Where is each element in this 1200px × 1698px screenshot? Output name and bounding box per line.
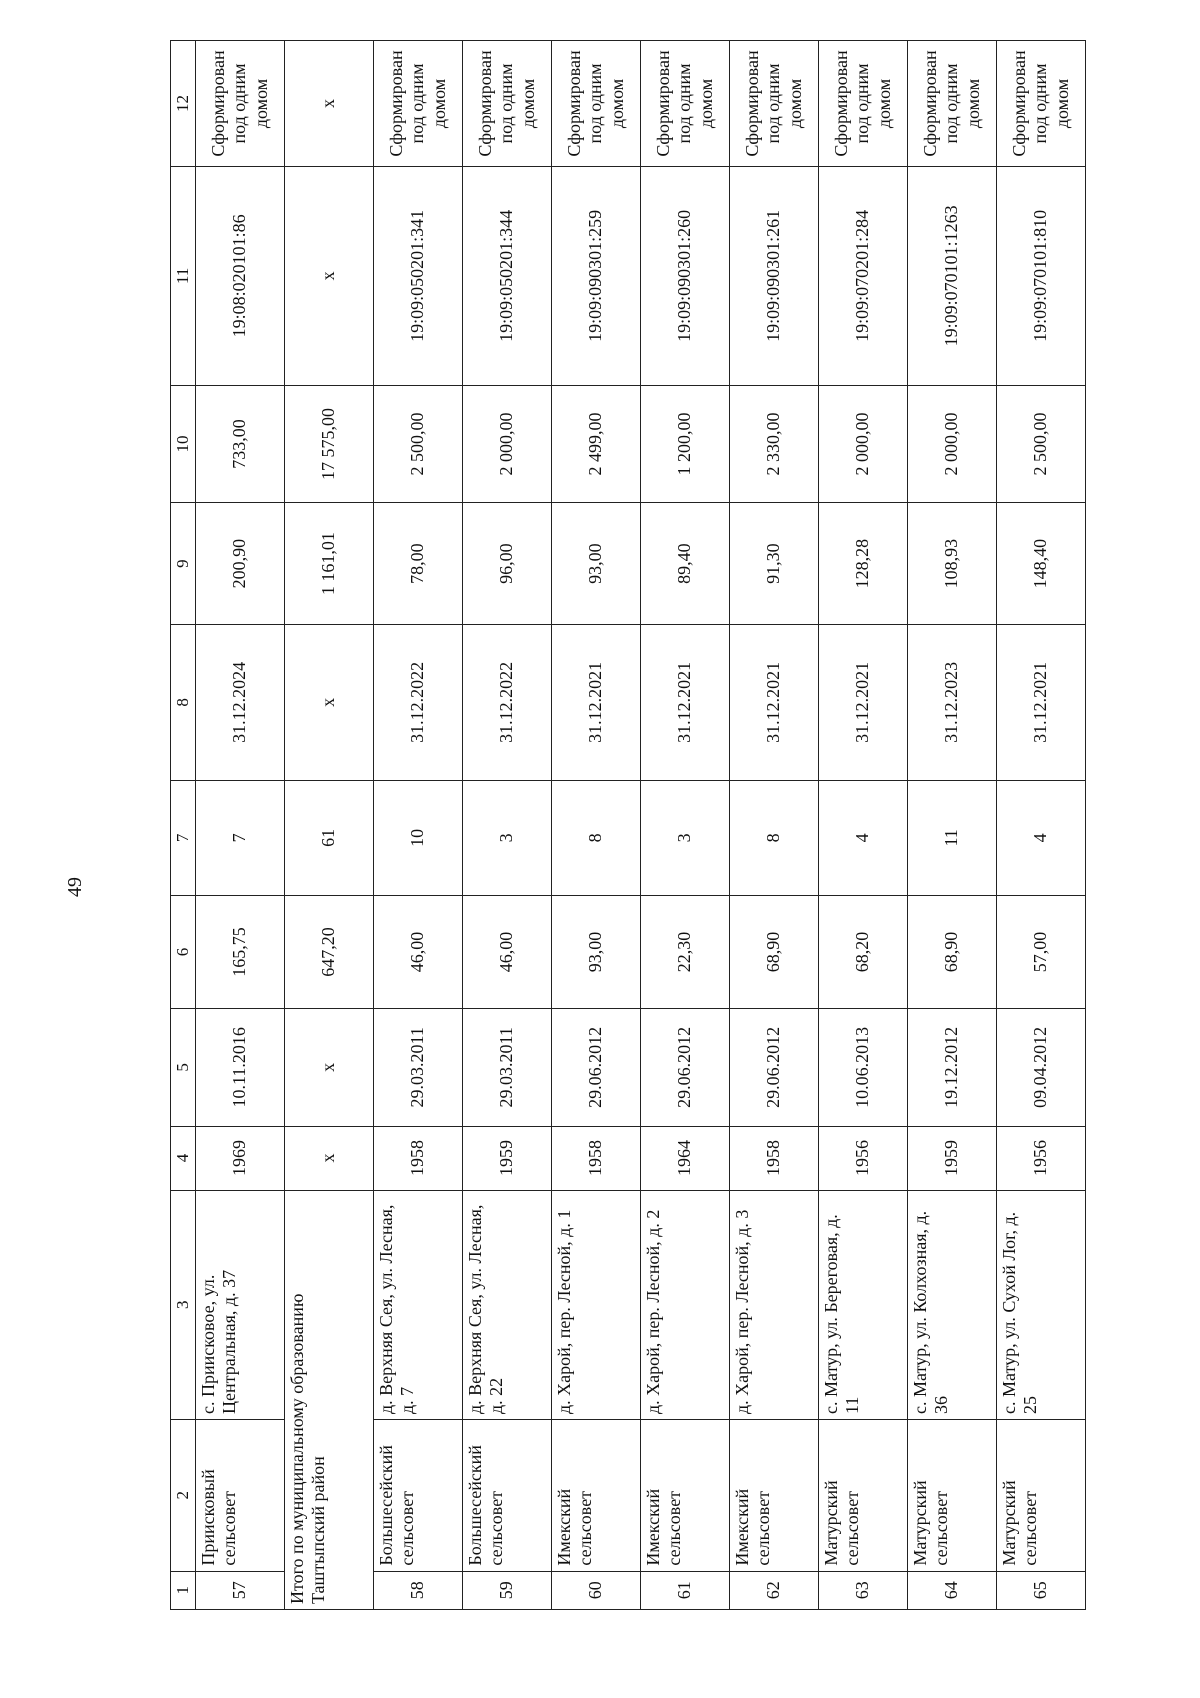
recognition-date: 29.06.2012 — [730, 1009, 819, 1126]
total-label: Итого по муниципальному образованию Таштыпский район — [285, 1190, 374, 1609]
land-area: 2 500,00 — [997, 385, 1086, 502]
row-number: 61 — [641, 1571, 730, 1609]
total-cadastral: х — [285, 167, 374, 386]
building-area: 78,00 — [374, 503, 463, 625]
plot-status: Сформирован под одним домом — [552, 41, 641, 167]
recognition-date: 29.03.2011 — [374, 1009, 463, 1126]
area: 46,00 — [374, 895, 463, 1008]
total-year: х — [285, 1126, 374, 1190]
building-area: 148,40 — [997, 503, 1086, 625]
residents: 11 — [908, 780, 997, 895]
cadastral-number: 19:09:070101:810 — [997, 167, 1086, 386]
land-area: 2 500,00 — [374, 385, 463, 502]
table-row — [730, 41, 819, 1610]
land-area: 2 000,00 — [819, 385, 908, 502]
address: д. Харой, пер. Лесной, д. 1 — [552, 1190, 641, 1419]
municipality: Имекский сельсовет — [552, 1420, 641, 1572]
relocation-date: 31.12.2021 — [552, 624, 641, 780]
plot-status: Сформирован под одним домом — [819, 41, 908, 167]
header-cell: 10 — [171, 385, 196, 502]
cadastral-number: 19:09:090301:260 — [641, 167, 730, 386]
total-row — [285, 41, 374, 1610]
land-area: 733,00 — [196, 385, 285, 502]
area: 68,20 — [819, 895, 908, 1008]
address: д. Верхняя Сея, ул. Лесная, д. 22 — [463, 1190, 552, 1419]
row-number: 65 — [997, 1571, 1086, 1609]
relocation-date: 31.12.2024 — [196, 624, 285, 780]
cadastral-number: 19:09:090301:261 — [730, 167, 819, 386]
recognition-date: 29.06.2012 — [641, 1009, 730, 1126]
total-status: х — [285, 41, 374, 167]
table-row — [641, 41, 730, 1610]
area: 68,90 — [908, 895, 997, 1008]
municipality: Большесейский сельсовет — [374, 1420, 463, 1572]
area: 46,00 — [463, 895, 552, 1008]
residents: 8 — [730, 780, 819, 895]
row-number: 57 — [196, 1571, 285, 1609]
plot-status: Сформирован под одним домом — [641, 41, 730, 167]
header-cell: 9 — [171, 503, 196, 625]
area: 93,00 — [552, 895, 641, 1008]
header-cell: 5 — [171, 1009, 196, 1126]
table-row — [819, 41, 908, 1610]
header-cell: 3 — [171, 1190, 196, 1419]
building-area: 91,30 — [730, 503, 819, 625]
row-number: 64 — [908, 1571, 997, 1609]
building-area: 200,90 — [196, 503, 285, 625]
residents: 8 — [552, 780, 641, 895]
municipality: Имекский сельсовет — [730, 1420, 819, 1572]
total-building-area: 1 161,01 — [285, 503, 374, 625]
table-row — [463, 41, 552, 1610]
register-table-rotated — [170, 40, 1075, 1610]
page-number: 49 — [64, 877, 86, 897]
relocation-date: 31.12.2022 — [463, 624, 552, 780]
cadastral-number: 19:09:090301:259 — [552, 167, 641, 386]
year-built: 1969 — [196, 1126, 285, 1190]
year-built: 1956 — [819, 1126, 908, 1190]
header-cell: 7 — [171, 780, 196, 895]
year-built: 1956 — [997, 1126, 1086, 1190]
recognition-date: 09.04.2012 — [997, 1009, 1086, 1126]
municipality: Матурский сельсовет — [908, 1420, 997, 1572]
relocation-date: 31.12.2021 — [819, 624, 908, 780]
address: д. Харой, пер. Лесной, д. 3 — [730, 1190, 819, 1419]
header-cell: 4 — [171, 1126, 196, 1190]
header-cell: 2 — [171, 1420, 196, 1572]
recognition-date: 10.06.2013 — [819, 1009, 908, 1126]
relocation-date: 31.12.2021 — [730, 624, 819, 780]
address: с. Матур, ул. Береговая, д. 11 — [819, 1190, 908, 1419]
plot-status: Сформирован под одним домом — [196, 41, 285, 167]
area: 165,75 — [196, 895, 285, 1008]
address: д. Харой, пер. Лесной, д. 2 — [641, 1190, 730, 1419]
total-residents: 61 — [285, 780, 374, 895]
residents: 4 — [997, 780, 1086, 895]
relocation-date: 31.12.2023 — [908, 624, 997, 780]
total-date: х — [285, 1009, 374, 1126]
table-row — [374, 41, 463, 1610]
recognition-date: 29.03.2011 — [463, 1009, 552, 1126]
land-area: 2 330,00 — [730, 385, 819, 502]
municipality: Матурский сельсовет — [819, 1420, 908, 1572]
recognition-date: 10.11.2016 — [196, 1009, 285, 1126]
year-built: 1958 — [730, 1126, 819, 1190]
municipality: Имекский сельсовет — [641, 1420, 730, 1572]
table-row — [552, 41, 641, 1610]
address: д. Верхняя Сея, ул. Лесная, д. 7 — [374, 1190, 463, 1419]
area: 68,90 — [730, 895, 819, 1008]
building-area: 128,28 — [819, 503, 908, 625]
header-cell: 6 — [171, 895, 196, 1008]
row-number: 62 — [730, 1571, 819, 1609]
residents: 4 — [819, 780, 908, 895]
building-area: 89,40 — [641, 503, 730, 625]
row-number: 58 — [374, 1571, 463, 1609]
municipality: Матурский сельсовет — [997, 1420, 1086, 1572]
cadastral-number: 19:09:050201:341 — [374, 167, 463, 386]
cadastral-number: 19:09:070201:284 — [819, 167, 908, 386]
municipality: Большесейский сельсовет — [463, 1420, 552, 1572]
plot-status: Сформирован под одним домом — [463, 41, 552, 167]
row-number: 59 — [463, 1571, 552, 1609]
plot-status: Сформирован под одним домом — [730, 41, 819, 167]
header-cell: 1 — [171, 1571, 196, 1609]
relocation-date: 31.12.2022 — [374, 624, 463, 780]
relocation-date: 31.12.2021 — [997, 624, 1086, 780]
total-area: 647,20 — [285, 895, 374, 1008]
land-area: 2 499,00 — [552, 385, 641, 502]
register-table — [170, 40, 1086, 1610]
area: 22,30 — [641, 895, 730, 1008]
cadastral-number: 19:08:020101:86 — [196, 167, 285, 386]
plot-status: Сформирован под одним домом — [374, 41, 463, 167]
row-number: 60 — [552, 1571, 641, 1609]
building-area: 93,00 — [552, 503, 641, 625]
plot-status: Сформирован под одним домом — [997, 41, 1086, 167]
total-land-area: 17 575,00 — [285, 385, 374, 502]
total-relocation-date: х — [285, 624, 374, 780]
land-area: 2 000,00 — [463, 385, 552, 502]
address: с. Матур, ул. Сухой Лог, д. 25 — [997, 1190, 1086, 1419]
table-row — [908, 41, 997, 1610]
year-built: 1959 — [908, 1126, 997, 1190]
building-area: 96,00 — [463, 503, 552, 625]
recognition-date: 19.12.2012 — [908, 1009, 997, 1126]
cadastral-number: 19:09:070101:1263 — [908, 167, 997, 386]
address: с. Матур, ул. Колхозная, д. 36 — [908, 1190, 997, 1419]
cadastral-number: 19:09:050201:344 — [463, 167, 552, 386]
year-built: 1958 — [552, 1126, 641, 1190]
header-row — [171, 41, 196, 1610]
header-cell: 12 — [171, 41, 196, 167]
area: 57,00 — [997, 895, 1086, 1008]
plot-status: Сформирован под одним домом — [908, 41, 997, 167]
relocation-date: 31.12.2021 — [641, 624, 730, 780]
residents: 10 — [374, 780, 463, 895]
row-number: 63 — [819, 1571, 908, 1609]
year-built: 1964 — [641, 1126, 730, 1190]
table-row — [997, 41, 1086, 1610]
year-built: 1959 — [463, 1126, 552, 1190]
residents: 3 — [463, 780, 552, 895]
address: с. Приисковое, ул. Центральная, д. 37 — [196, 1190, 285, 1419]
year-built: 1958 — [374, 1126, 463, 1190]
residents: 7 — [196, 780, 285, 895]
land-area: 2 000,00 — [908, 385, 997, 502]
residents: 3 — [641, 780, 730, 895]
building-area: 108,93 — [908, 503, 997, 625]
header-cell: 11 — [171, 167, 196, 386]
header-cell: 8 — [171, 624, 196, 780]
recognition-date: 29.06.2012 — [552, 1009, 641, 1126]
municipality: Приисковый сельсовет — [196, 1420, 285, 1572]
table-row — [196, 41, 285, 1610]
land-area: 1 200,00 — [641, 385, 730, 502]
